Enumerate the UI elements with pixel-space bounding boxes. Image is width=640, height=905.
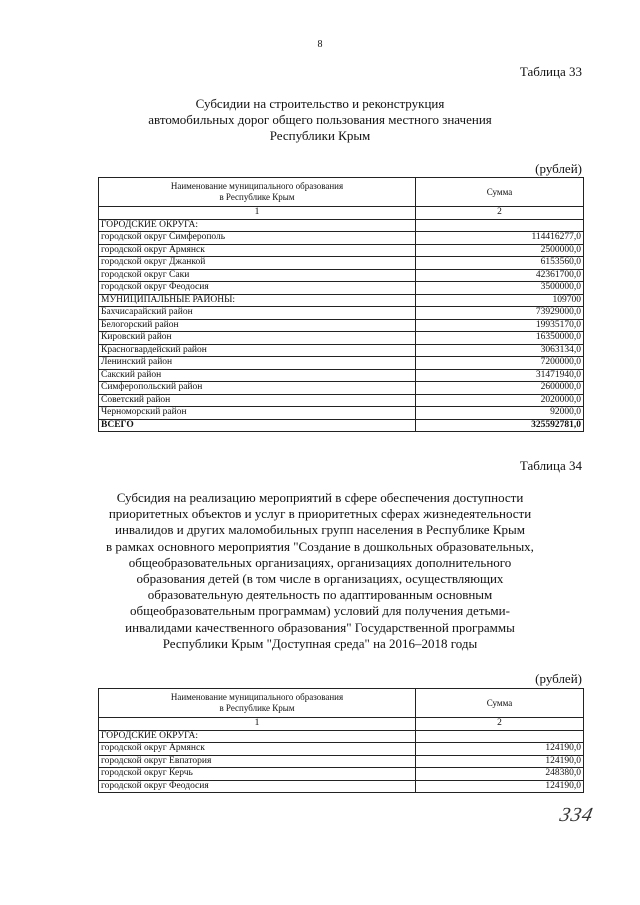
table-34-label: Таблица 34 — [519, 458, 582, 473]
title-line: общеобразовательным программам) условий для получения детьми- — [130, 603, 510, 619]
title-line: Республики Крым — [269, 128, 371, 144]
table-34-unit: (рублей) — [535, 671, 582, 686]
table-row: ГОРОДСКИЕ ОКРУГА: — [99, 730, 584, 743]
total-row: ВСЕГО 325592781,0 — [99, 419, 584, 432]
table-row: городской округ Саки 42361700,0 — [99, 269, 584, 282]
table-row: городской округ Армянск 2500000,0 — [99, 244, 584, 257]
header-sum-cell: Сумма — [416, 178, 584, 207]
table-row: Белогорский район 19935170,0 — [99, 319, 584, 332]
table-row: городской округ Симферополь 114416277,0 — [99, 232, 584, 245]
table-row: городской округ Феодосия 124190,0 — [99, 780, 584, 793]
table-row: Черноморский район 92000,0 — [99, 407, 584, 420]
title-line: инвалидов и других маломобильных групп населения в Республике Крым — [115, 522, 525, 538]
table-row: Бахчисарайский район 73929000,0 — [99, 307, 584, 320]
title-line: Субсидии на строительство и реконструкция — [195, 96, 445, 111]
table-row: Кировский район 16350000,0 — [99, 332, 584, 345]
table-row: Ленинский район 7200000,0 — [99, 357, 584, 370]
title-line: автомобильных дорог общего пользования местного значения — [148, 112, 492, 128]
table-34 — [98, 688, 584, 793]
table-row: ГОРОДСКИЕ ОКРУГА: — [99, 219, 584, 232]
table-33-title — [60, 96, 580, 145]
header-name-cell: Наименование муниципального образования в Республике Крым — [99, 178, 416, 207]
table-row: МУНИЦИПАЛЬНЫЕ РАЙОНЫ: 109700 — [99, 294, 584, 307]
table-33-label: Таблица 33 — [519, 64, 582, 79]
table-row: Красногвардейский район 3063134,0 — [99, 344, 584, 357]
table-header-row — [99, 689, 584, 718]
header-sum-cell: Сумма — [416, 689, 584, 718]
handwritten-page-number: 334 — [557, 804, 596, 826]
title-line: в рамках основного мероприятия "Создание в дошкольных образовательных, — [106, 538, 534, 554]
table-row: городской округ Джанкой 6153560,0 — [99, 257, 584, 270]
table-row: городской округ Евпатория 124190,0 — [99, 755, 584, 768]
table-33 — [98, 177, 584, 432]
table-row: Советский район 2020000,0 — [99, 394, 584, 407]
table-row: Симферопольский район 2600000,0 — [99, 382, 584, 395]
title-line: общеобразовательных организациях, организациях дополнительного — [128, 554, 512, 570]
title-line: приоритетных объектов и услуг в приоритетных сферах жизнедеятельности — [108, 506, 532, 522]
title-line: образования детей (в том числе в организациях, осуществляющих — [136, 571, 504, 587]
column-number-row: 1 2 — [99, 207, 584, 220]
page-number: 8 — [317, 39, 323, 50]
table-row: городской округ Керчь 248380,0 — [99, 768, 584, 781]
column-number-row: 1 2 — [99, 718, 584, 731]
table-row: городской округ Феодосия 3500000,0 — [99, 282, 584, 295]
title-line: Субсидия на реализацию мероприятий в сфере обеспечения доступности — [116, 490, 524, 505]
title-line: Республики Крым "Доступная среда" на 2016–2018 годы — [162, 635, 478, 651]
table-34-title — [60, 490, 580, 652]
title-line: образовательную деятельность по адаптированным основным — [147, 587, 493, 603]
title-line: инвалидами качественного образования" Государственной программы — [125, 619, 515, 635]
table-33-unit: (рублей) — [535, 161, 582, 176]
table-row: Сакский район 31471940,0 — [99, 369, 584, 382]
header-name-cell: Наименование муниципального образования в Республике Крым — [99, 689, 416, 718]
table-row: городской округ Армянск 124190,0 — [99, 743, 584, 756]
table-header-row — [99, 178, 584, 207]
